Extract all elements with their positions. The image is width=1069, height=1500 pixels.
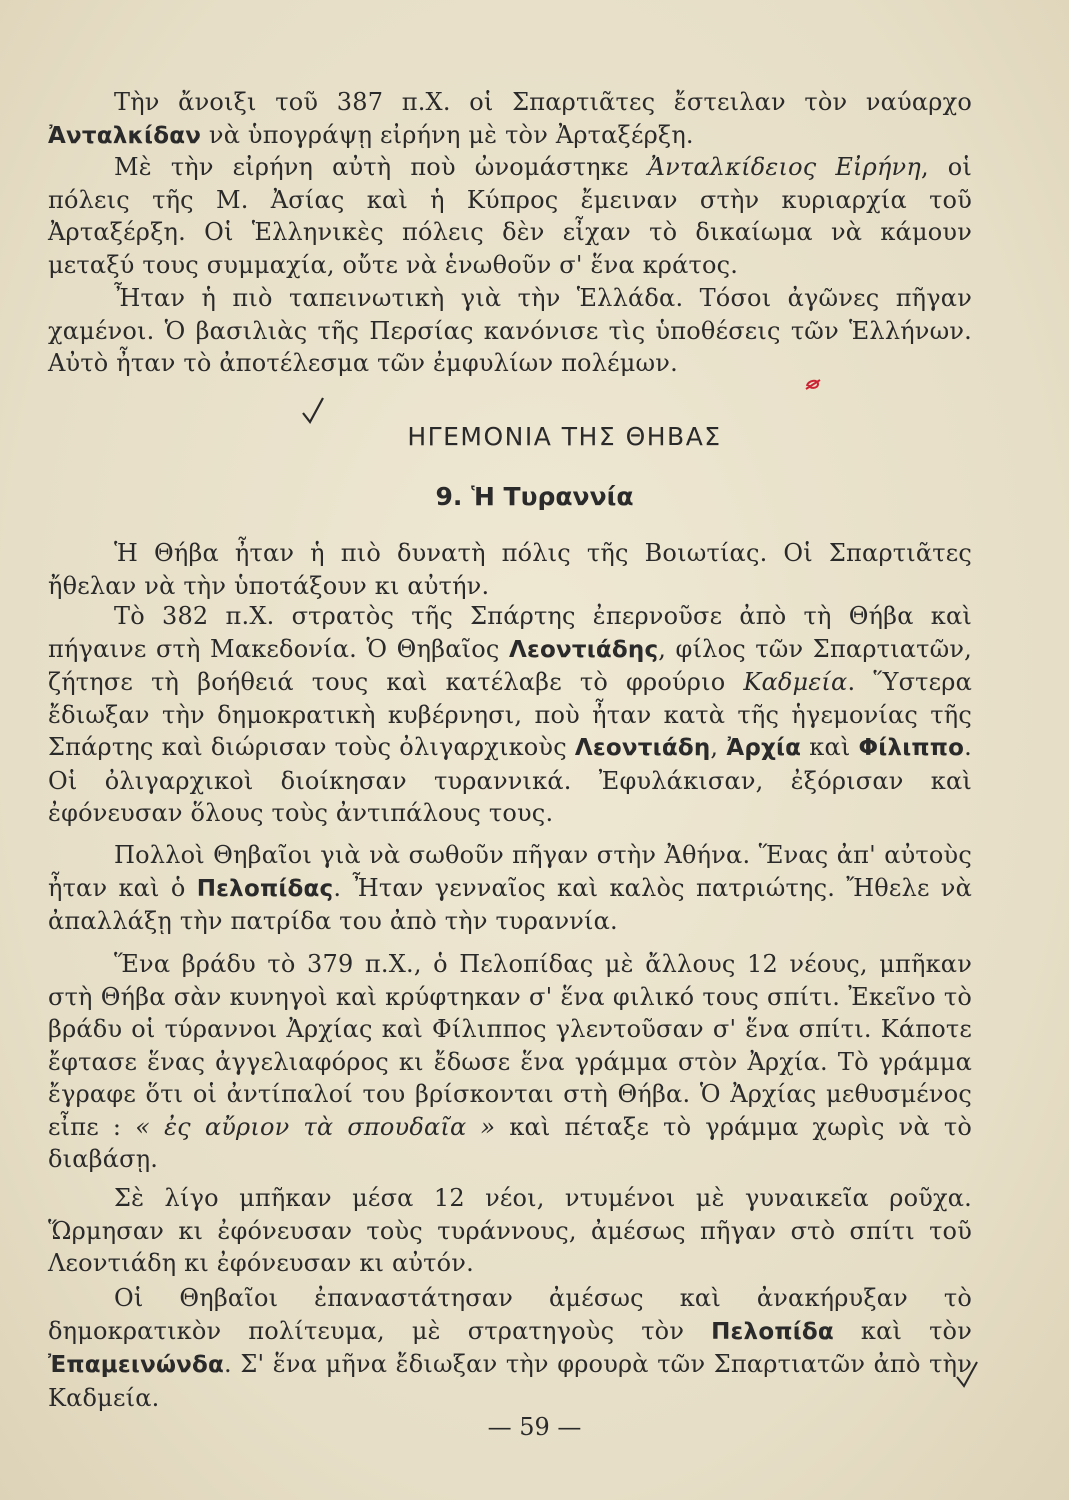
bold-name-leontiades-2: Λεοντιάδη — [574, 735, 711, 761]
bold-name-antalkidas: Ἀνταλκίδαν — [48, 122, 202, 149]
paragraph-pelopidas: Πολλοὶ Θηβαῖοι γιὰ νὰ σωθοῦν πῆγαν στὴν Ἀθήνα. Ἕνας ἀπ' αὐτοὺς ἦταν καὶ ὁ Πελοπίδας. Ἦταν γενναῖος καὶ καλὸς πατριώτης. Ἤθελε νὰ ἀπαλλάξῃ τὴν πατρίδα του ἀπὸ τὴν τυραννία. — [48, 841, 973, 935]
italic-quote: « ἐς αὔριον τὰ σπουδαῖα » — [135, 1112, 496, 1141]
paragraph-revolution: Οἱ Θηβαῖοι ἐπαναστάτησαν ἀμέσως καὶ ἀνακήρυξαν τὸ δημοκρατικὸν πολίτευμα, μὲ στρατηγοὺς τὸν Πελοπίδα καὶ τὸν Ἐπαμεινώνδα. Σ' ἕνα μῆνα ἔδιωξαν τὴν φρουρὰ τῶν Σπαρτιατῶν ἀπὸ τὴν Καδμεία. — [48, 1284, 972, 1412]
italic-peace-name: Ἀνταλκίδειος Εἰρήνη — [647, 153, 921, 181]
paragraph-attack: Σὲ λίγο μπῆκαν μέσα 12 νέοι, ντυμένοι μὲ γυναικεῖα ροῦχα. Ὥρμησαν κι ἐφόνευσαν τοὺς τυράννους, ἀμέσως πῆγαν στὸ σπίτι τοῦ Λεοντιάδη κι ἐφόνευσαν κι αὐτόν. — [48, 1184, 972, 1277]
paragraph-leontiades: Τὸ 382 π.Χ. στρατὸς τῆς Σπάρτης ἐπερνοῦσε ἀπὸ τὴ Θήβα καὶ πήγαινε στὴ Μακεδονία. Ὁ Θηβαῖος Λεοντιάδης, φίλος τῶν Σπαρτιατῶν, ζήτησε τὴ βοήθειά τους καὶ κατέλαβε τὸ φρούριο Καδμεία. Ὕστερα ἔδιωξαν τὴν δημοκρατικὴ κυβέρνησι, ποὺ ἦταν κατὰ τῆς ἡγεμονίας τῆς Σπάρτης καὶ διώρισαν τοὺς ὀλιγαρχικοὺς Λεοντιάδη, Ἀρχία καὶ Φίλιππο. Οἱ ὀλιγαρχικοὶ διοίκησαν τυραννικά. Ἐφυλάκισαν, ἐξόρισαν καὶ ἐφόνευσαν ὅλους τοὺς ἀντιπάλους τους. — [48, 602, 973, 827]
paragraph-night: Ἕνα βράδυ τὸ 379 π.Χ., ὁ Πελοπίδας μὲ ἄλλους 12 νέους, μπῆκαν στὴ Θήβα σὰν κυνηγοὶ καὶ κρύφτηκαν σ' ἕνα φιλικό τους σπίτι. Ἐκεῖνο τὸ βράδυ οἱ τύραννοι Ἀρχίας καὶ Φίλιππος γλεντοῦσαν σ' ἕνα σπίτι. Κάποτε ἔφτασε ἕνας ἀγγελιαφόρος κι ἔδωσε ἕνα γράμμα στὸν Ἀρχία. Τὸ γράμμα ἔγραφε ὅτι οἱ ἀντίπαλοί του βρίσκονται στὴ Θήβα. Ὁ Ἀρχίας μεθυσμένος εἶπε : « ἐς αὔριον τὰ σπουδαῖα » καὶ πέταξε τὸ γράμμα χωρὶς νὰ τὸ διαβάσῃ. — [48, 950, 972, 1173]
section-heading: ΗΓΕΜΟΝΙΑ ΤΗΣ ΘΗΒΑΣ — [407, 422, 722, 451]
pencil-mark-icon — [804, 376, 824, 392]
bold-name-leontiades: Λεοντιάδης — [508, 636, 659, 663]
paragraph-humiliation: Ἦταν ἡ πιὸ ταπεινωτικὴ γιὰ τὴν Ἑλλάδα. Τόσοι ἀγῶνες πῆγαν χαμένοι. Ὁ βασιλιὰς τῆς Περσίας κανόνισε τὶς ὑποθέσεις τῶν Ἑλλήνων. Αὐτὸ ἦταν τὸ ἀποτέλεσμα τῶν ἐμφυλίων πολέμων. — [48, 284, 972, 377]
italic-kadmeia: Καδμεία — [743, 668, 848, 696]
paragraph-peace: Μὲ τὴν εἰρήνη αὐτὴ ποὺ ὠνομάστηκε Ἀνταλκίδειος Εἰρήνη, οἱ πόλεις τῆς Μ. Ἀσίας καὶ ἡ Κύπρος ἔμειναν στὴν κυριαρχία τοῦ Ἀρταξέρξη. Οἱ Ἑλληνικὲς πόλεις δὲν εἶχαν τὸ δικαίωμα νὰ κάμουν μεταξύ τους συμμαχία, οὔτε νὰ ἑνωθοῦν σ' ἕνα κράτος. — [48, 153, 972, 279]
bold-name-philippos: Φίλιππο — [858, 735, 965, 761]
bold-name-pelopidas: Πελοπίδας — [196, 875, 334, 902]
page-number: — 59 — — [487, 1413, 582, 1441]
bold-name-archias: Ἀρχία — [726, 735, 802, 761]
paragraph-thebes: Ἡ Θήβα ἦταν ἡ πιὸ δυνατὴ πόλις τῆς Βοιωτίας. Οἱ Σπαρτιᾶτες ἤθελαν νὰ τὴν ὑποτάξουν κι αὐτήν. — [48, 539, 972, 600]
bold-name-pelopidas-2: Πελοπίδα — [711, 1318, 834, 1345]
bold-name-epaminondas: Ἐπαμεινώνδα — [48, 1352, 225, 1378]
chapter-heading: 9. Ἡ Τυραννία — [435, 482, 634, 511]
paragraph-antalkidas: Τὴν ἄνοιξι τοῦ 387 π.Χ. οἱ Σπαρτιᾶτες ἔστειλαν τὸν ναύαρχο Ἀνταλκίδαν νὰ ὑπογράψῃ εἰρήνη μὲ τὸν Ἀρταξέρξη. — [48, 88, 972, 149]
checkmark-icon — [954, 1360, 980, 1390]
